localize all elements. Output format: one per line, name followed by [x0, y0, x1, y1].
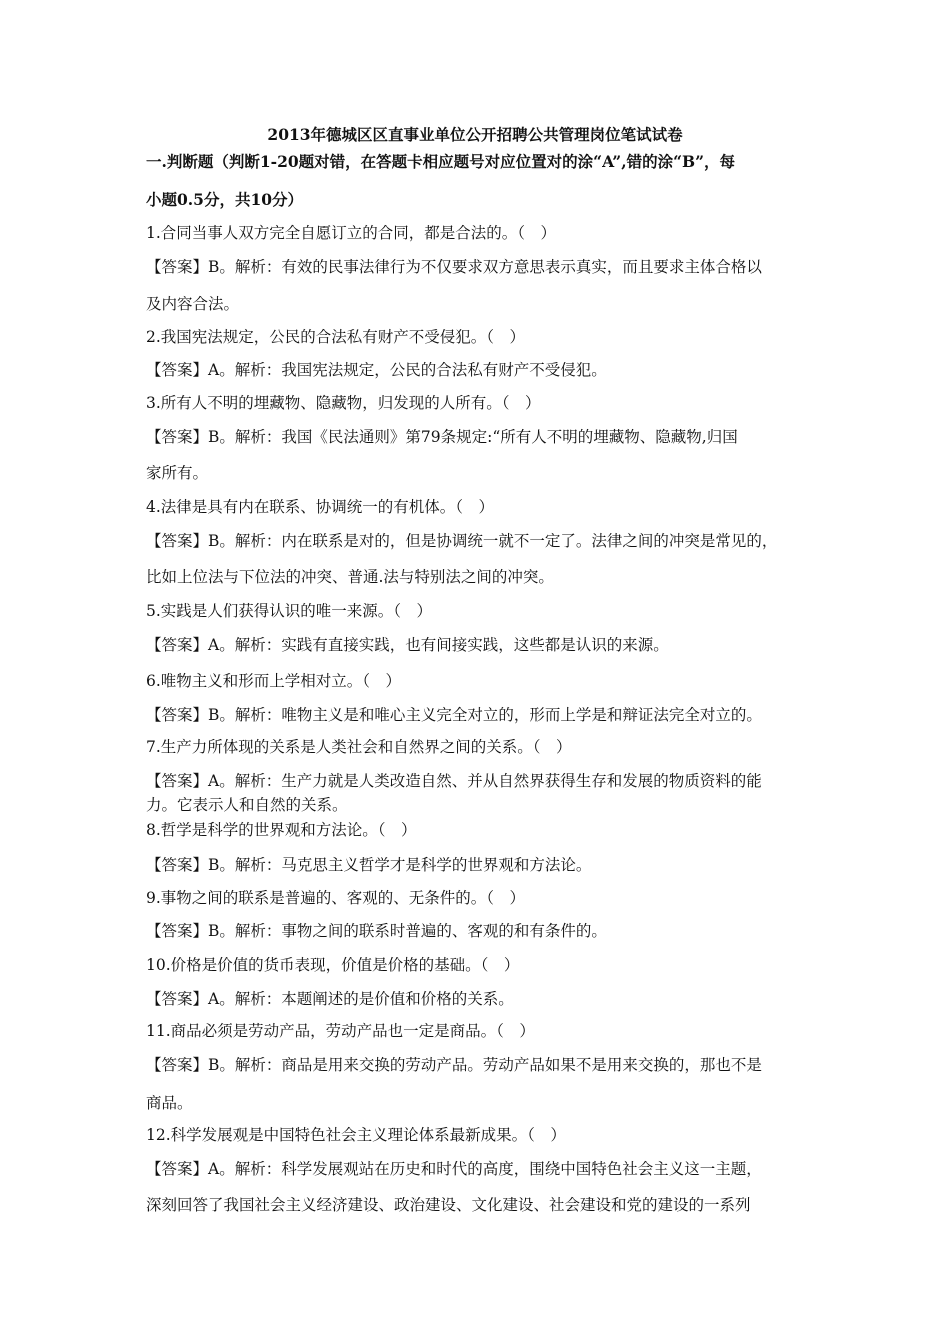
answer-2: 【答案】A。解析：我国宪法规定，公民的合法私有财产不受侵犯。: [146, 361, 607, 379]
section-heading-line-1: 一.判断题（判断1-20题对错，在答题卡相应题号对应位置对的涂“A”,错的涂“B”，每: [146, 152, 736, 171]
question-4: 4.法律是具有内在联系、协调统一的有机体。（ ）: [146, 498, 495, 516]
answer-11-line-2: 商品。: [146, 1094, 193, 1112]
question-10: 10.价格是价值的货币表现，价值是价格的基础。（ ）: [146, 956, 520, 974]
section-heading-line-2: 小题0.5分，共10分）: [146, 190, 304, 209]
answer-9: 【答案】B。解析：事物之间的联系时普遍的、客观的和有条件的。: [146, 922, 607, 940]
question-7: 7.生产力所体现的关系是人类社会和自然界之间的关系。（ ）: [146, 738, 572, 756]
question-1: 1.合同当事人双方完全自愿订立的合同，都是合法的。（ ）: [146, 224, 557, 242]
answer-6: 【答案】B。解析：唯物主义是和唯心主义完全对立的，形而上学是和辩证法完全对立的。: [146, 706, 762, 724]
answer-1-line-2: 及内容合法。: [146, 295, 240, 313]
answer-1-line-1: 【答案】B。解析：有效的民事法律行为不仅要求双方意思表示真实，而且要求主体合格以: [146, 258, 762, 276]
answer-12-line-1: 【答案】A。解析：科学发展观站在历史和时代的高度，围绕中国特色社会主义这一主题，: [146, 1160, 762, 1178]
question-8: 8.哲学是科学的世界观和方法论。（ ）: [146, 821, 417, 839]
question-2: 2.我国宪法规定，公民的合法私有财产不受侵犯。（ ）: [146, 328, 526, 346]
answer-10: 【答案】A。解析：本题阐述的是价值和价格的关系。: [146, 990, 514, 1008]
answer-3-line-2: 家所有。: [146, 464, 209, 482]
answer-11-line-1: 【答案】B。解析：商品是用来交换的劳动产品。劳动产品如果不是用来交换的，那也不是: [146, 1056, 762, 1074]
answer-7-line-1: 【答案】A。解析：生产力就是人类改造自然、并从自然界获得生存和发展的物质资料的能: [146, 772, 762, 790]
answer-4-line-2: 比如上位法与下位法的冲突、普通.法与特别法之间的冲突。: [146, 568, 554, 586]
answer-12-line-2: 深刻回答了我国社会主义经济建设、政治建设、文化建设、社会建设和党的建设的一系列: [146, 1196, 751, 1214]
question-3: 3.所有人不明的埋藏物、隐藏物，归发现的人所有。（ ）: [146, 394, 541, 412]
question-9: 9.事物之间的联系是普遍的、客观的、无条件的。（ ）: [146, 889, 526, 907]
answer-7-line-2: 力。它表示人和自然的关系。: [146, 796, 348, 814]
question-5: 5.实践是人们获得认识的唯一来源。（ ）: [146, 602, 433, 620]
question-11: 11.商品必须是劳动产品，劳动产品也一定是商品。（ ）: [146, 1022, 535, 1040]
page-title: 2013年德城区区直事业单位公开招聘公共管理岗位笔试试卷: [267, 125, 683, 144]
answer-3-line-1: 【答案】B。解析：我国《民法通则》第79条规定:“所有人不明的埋藏物、隐藏物,归国: [146, 428, 738, 446]
answer-5: 【答案】A。解析：实践有直接实践，也有间接实践，这些都是认识的来源。: [146, 636, 669, 654]
question-12: 12.科学发展观是中国特色社会主义理论体系最新成果。（ ）: [146, 1126, 566, 1144]
question-6: 6.唯物主义和形而上学相对立。（ ）: [146, 672, 402, 690]
answer-8: 【答案】B。解析：马克思主义哲学才是科学的世界观和方法论。: [146, 856, 592, 874]
answer-4-line-1: 【答案】B。解析：内在联系是对的，但是协调统一就不一定了。法律之间的冲突是常见的，: [146, 532, 778, 550]
